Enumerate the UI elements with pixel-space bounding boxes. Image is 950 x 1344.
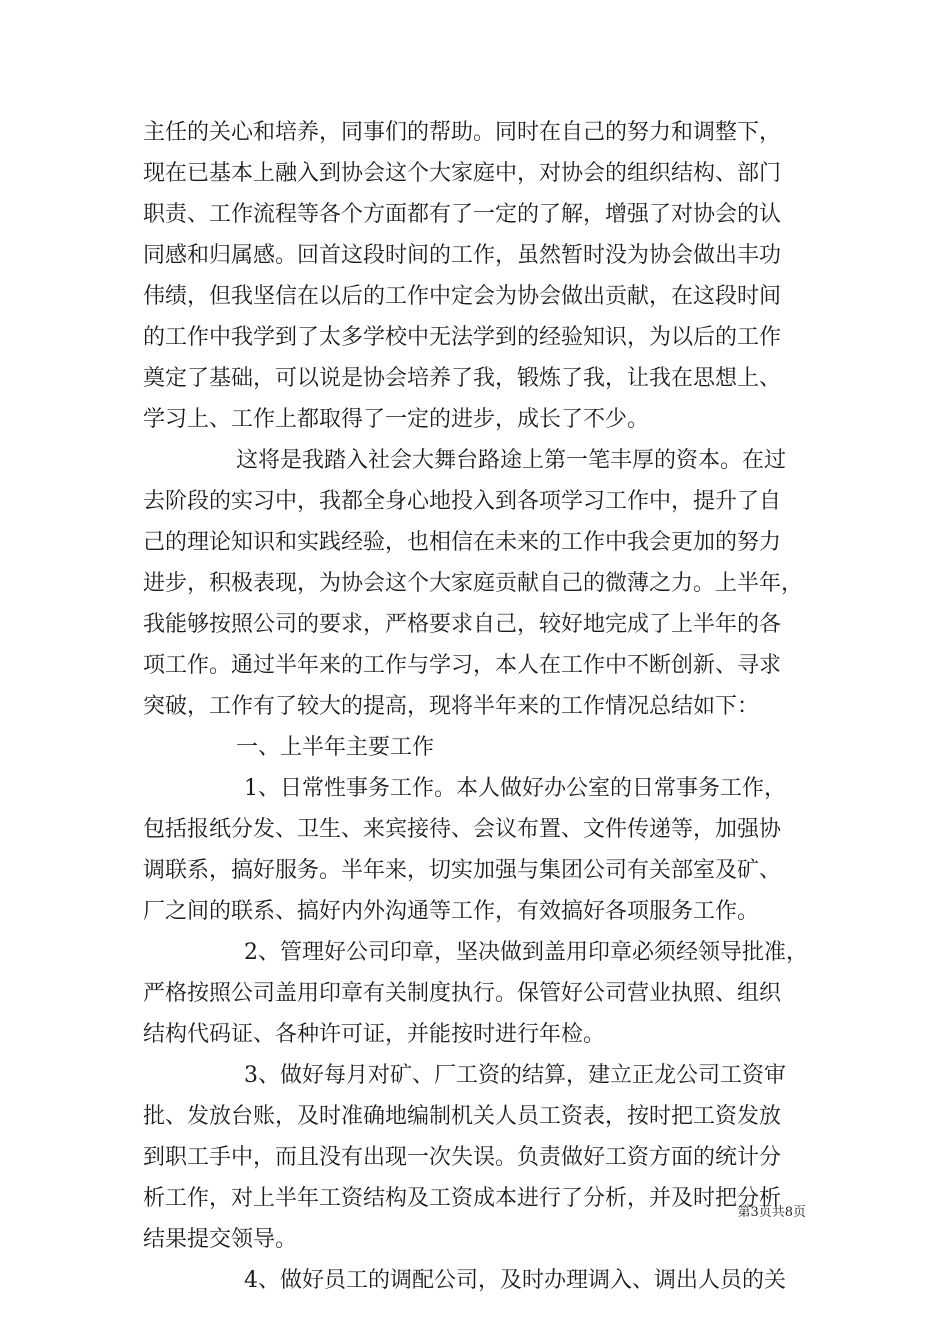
text-line: 严格按照公司盖用印章有关制度执行。保管好公司营业执照、组织 <box>143 981 782 1006</box>
text-line: 调联系，搞好服务。半年来，切实加强与集团公司有关部室及矿、 <box>143 858 782 883</box>
text-line: 同感和归属感。回首这段时间的工作，虽然暂时没为协会做出丰功 <box>143 243 782 268</box>
text-line: 学习上、工作上都取得了一定的进步，成长了不少。 <box>143 407 650 432</box>
text-line: 结构代码证、各种许可证，并能按时进行年检。 <box>143 1022 606 1047</box>
text-line: 主任的关心和培养，同事们的帮助。同时在自己的努力和调整下， <box>143 120 782 145</box>
paragraph-start: 4、做好员工的调配公司，及时办理调入、调出人员的关 <box>244 1268 786 1293</box>
text-line: 己的理论知识和实践经验，也相信在未来的工作中我会更加的努力 <box>143 530 782 555</box>
paragraph-start: 2、管理好公司印章，坚决做到盖用印章必须经领导批准， <box>244 940 808 965</box>
text-line: 伟绩，但我坚信在以后的工作中定会为协会做出贡献，在这段时间 <box>143 284 782 309</box>
text-line: 批、发放台账，及时准确地编制机关人员工资表，按时把工资发放 <box>143 1104 782 1129</box>
text-line: 奠定了基础，可以说是协会培养了我，锻炼了我，让我在思想上、 <box>143 366 782 391</box>
text-line: 我能够按照公司的要求，严格要求自己，较好地完成了上半年的各 <box>143 612 782 637</box>
body-text <box>143 112 813 1301</box>
text-line: 突破，工作有了较大的提高，现将半年来的工作情况总结如下： <box>143 694 760 719</box>
paragraph-start: 3、做好每月对矿、厂工资的结算，建立正龙公司工资审 <box>244 1063 786 1088</box>
text-line: 厂之间的联系、搞好内外沟通等工作，有效搞好各项服务工作。 <box>143 899 760 924</box>
page-number: 第3页共8页 <box>737 1205 806 1220</box>
text-line: 进步，积极表现，为协会这个大家庭贡献自己的微薄之力。上半年， <box>143 571 804 596</box>
text-line: 结果提交领导。 <box>143 1227 298 1252</box>
text-line: 去阶段的实习中，我都全身心地投入到各项学习工作中，提升了自 <box>143 489 782 514</box>
section-heading: 一、上半年主要工作 <box>236 735 435 760</box>
paragraph-start: 1、日常性事务工作。本人做好办公室的日常事务工作， <box>244 776 786 801</box>
text-line: 项工作。通过半年来的工作与学习，本人在工作中不断创新、寻求 <box>143 653 782 678</box>
paragraph-start: 这将是我踏入社会大舞台路途上第一笔丰厚的资本。在过 <box>236 448 787 473</box>
text-line: 的工作中我学到了太多学校中无法学到的经验知识，为以后的工作 <box>143 325 782 350</box>
text-line: 到职工手中，而且没有出现一次失误。负责做好工资方面的统计分 <box>143 1145 782 1170</box>
text-line: 包括报纸分发、卫生、来宾接待、会议布置、文件传递等，加强协 <box>143 817 782 842</box>
text-line: 职责、工作流程等各个方面都有了一定的了解，增强了对协会的认 <box>143 202 782 227</box>
text-line: 现在已基本上融入到协会这个大家庭中，对协会的组织结构、部门 <box>143 161 782 186</box>
text-line: 析工作，对上半年工资结构及工资成本进行了分析，并及时把分析 <box>143 1186 782 1211</box>
